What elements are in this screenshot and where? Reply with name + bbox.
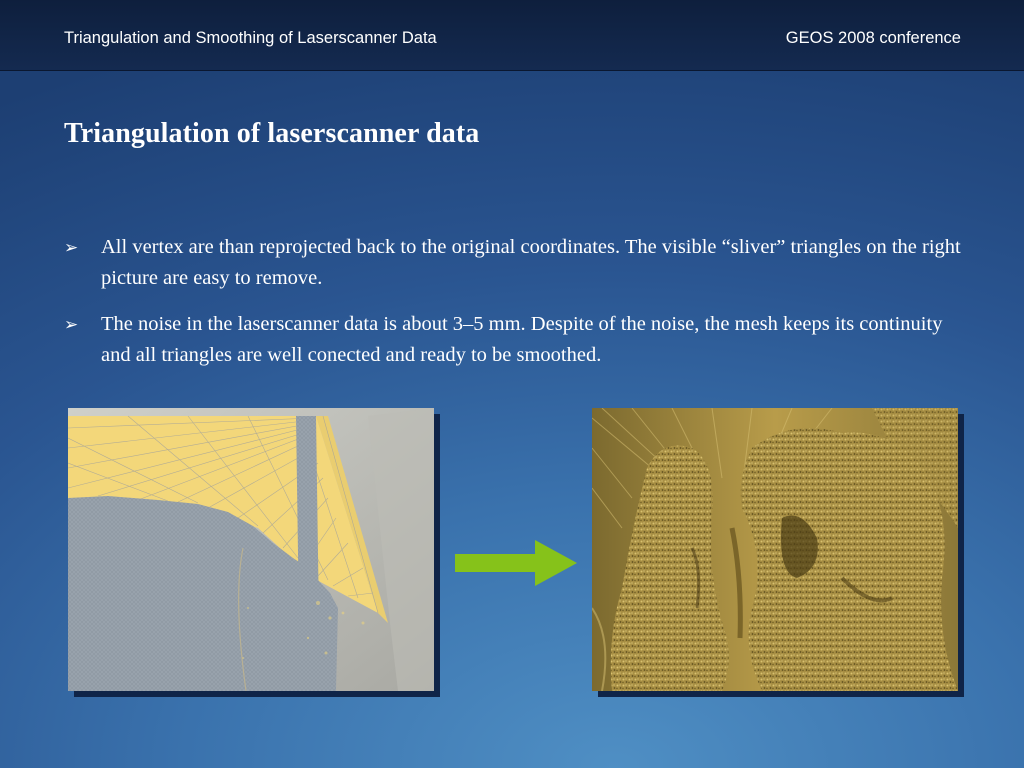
- bullet-text: The noise in the laserscanner data is about 3–5 mm. Despite of the noise, the mesh keeps its continuity and all triangles are well conected and ready to be smoothed.: [101, 313, 943, 366]
- conference-name: GEOS 2008 conference: [785, 29, 961, 47]
- triangulated-mesh-graphic: [68, 408, 434, 691]
- arrowhead-bullet-icon: ➢: [64, 238, 79, 258]
- bullet-item: [64, 232, 964, 294]
- header-bar: [0, 0, 1024, 71]
- bullet-text: All vertex are than reprojected back to the original coordinates. The visible “sliver” triangles on the right picture are easy to remove.: [101, 236, 961, 289]
- bullet-list: [64, 232, 964, 386]
- presentation-title: Triangulation and Smoothing of Laserscanner Data: [64, 29, 437, 47]
- smoothed-mesh-graphic: [592, 408, 958, 691]
- bullet-item: [64, 309, 964, 371]
- arrowhead-bullet-icon: ➢: [64, 315, 79, 335]
- slide-title: Triangulation of laserscanner data: [64, 118, 480, 149]
- right-arrow-icon: [455, 540, 577, 586]
- smoothed-mesh-image: [592, 408, 958, 691]
- triangulated-mesh-image: [68, 408, 434, 691]
